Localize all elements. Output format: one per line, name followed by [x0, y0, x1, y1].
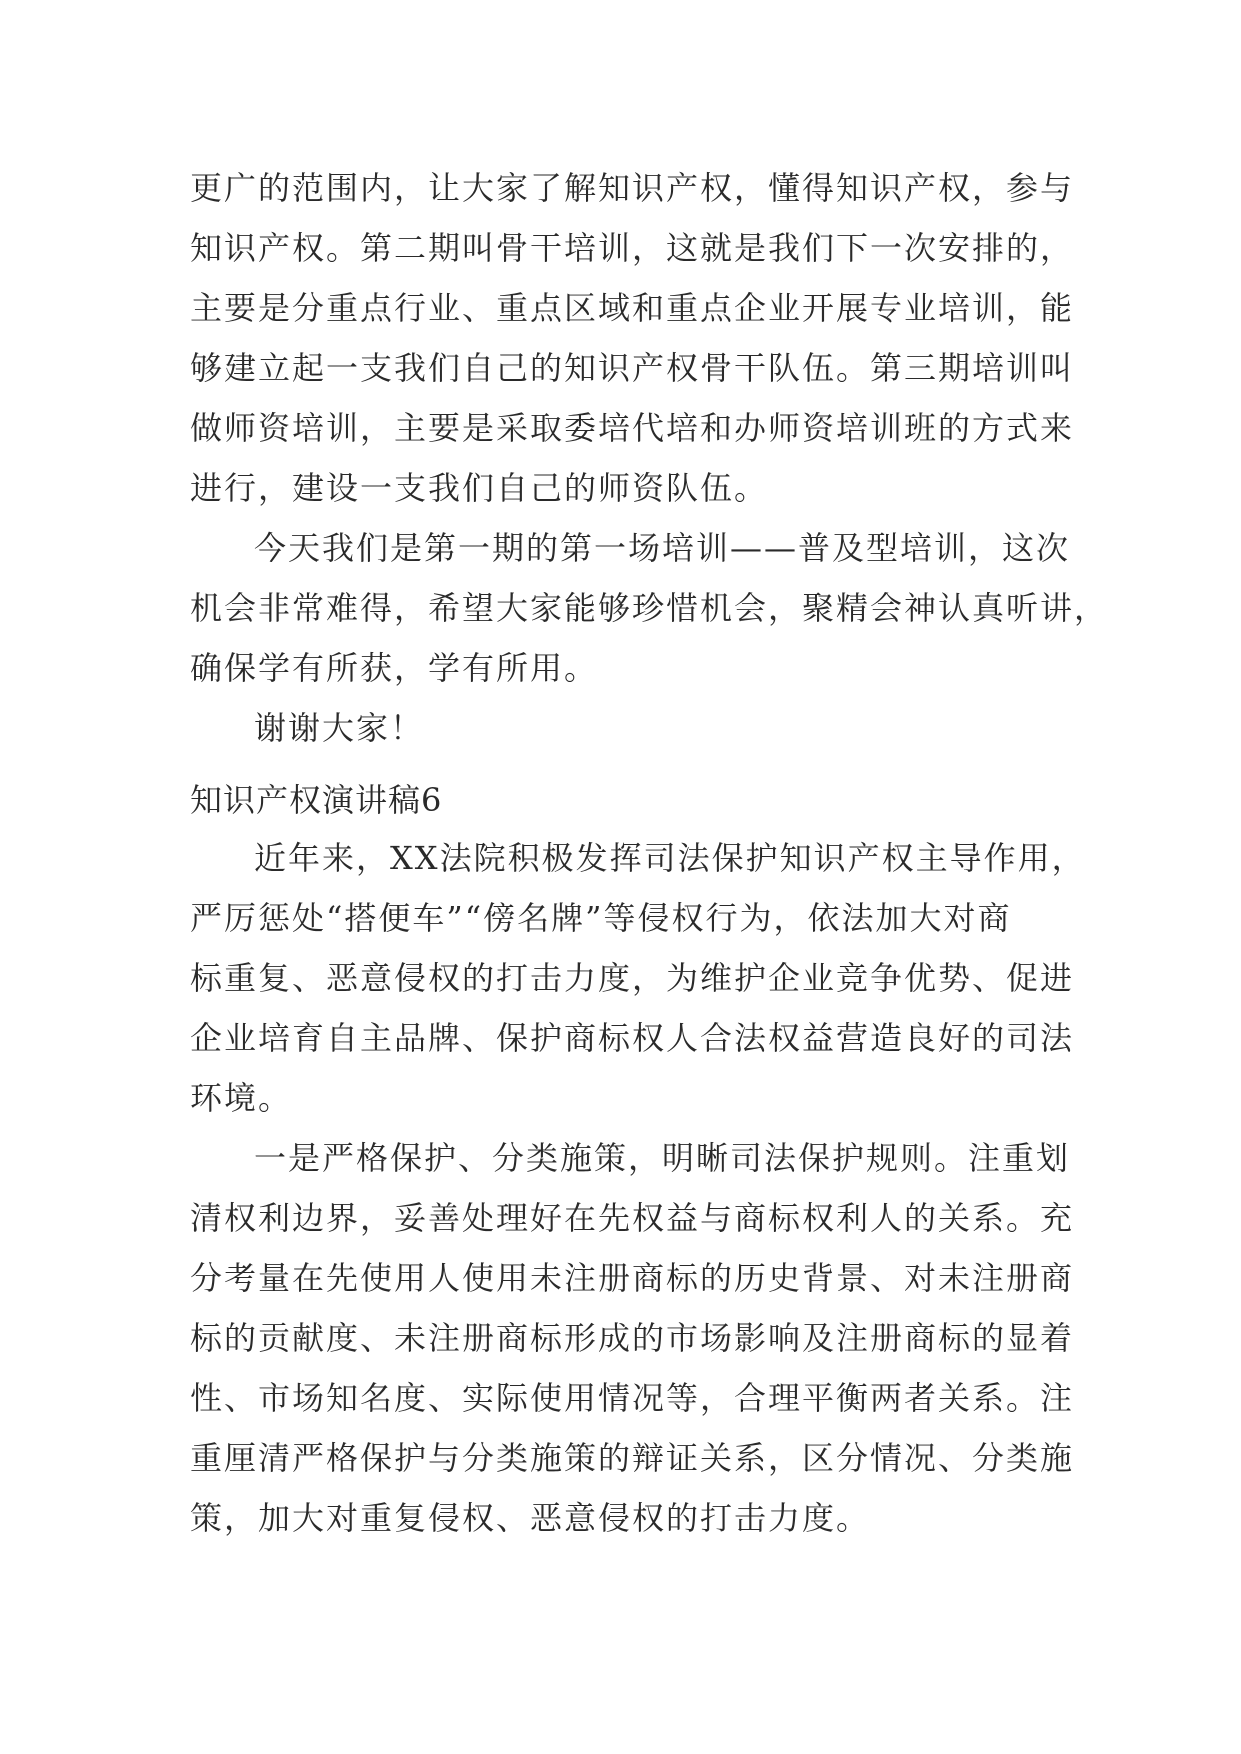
paragraph-line: 分考量在先使用人使用未注册商标的历史背景、对未注册商	[190, 1259, 1075, 1297]
paragraph-line: 一是严格保护、分类施策，明晰司法保护规则。注重划	[254, 1139, 1071, 1177]
section-heading: 知识产权演讲稿6	[190, 781, 443, 819]
speech-continuation	[190, 158, 1109, 758]
paragraph-line: 严厉惩处“搭便车”“傍名牌”等侵权行为，依法加大对商	[190, 899, 1012, 937]
paragraph-line: 主要是分重点行业、重点区域和重点企业开展专业培训，能	[190, 289, 1075, 327]
paragraph-line: 近年来，XX法院积极发挥司法保护知识产权主导作用，	[254, 839, 1086, 877]
paragraph-line: 重厘清严格保护与分类施策的辩证关系，区分情况、分类施	[190, 1439, 1075, 1477]
paragraph-line: 进行，建设一支我们自己的师资队伍。	[190, 469, 769, 507]
paragraph-line: 够建立起一支我们自己的知识产权骨干队伍。第三期培训叫	[190, 349, 1075, 387]
paragraph-line: 更广的范围内，让大家了解知识产权，懂得知识产权，参与	[190, 169, 1075, 207]
paragraph-line: 机会非常难得，希望大家能够珍惜机会，聚精会神认真听讲，	[190, 589, 1109, 627]
paragraph-line: 今天我们是第一期的第一场培训——普及型培训，这次	[254, 529, 1071, 567]
paragraph-line: 企业培育自主品牌、保护商标权人合法权益营造良好的司法	[190, 1019, 1075, 1057]
paragraph-line: 确保学有所获，学有所用。	[190, 649, 599, 687]
paragraph-line: 知识产权。第二期叫骨干培训，这就是我们下一次安排的，	[190, 229, 1075, 267]
closing-thanks: 谢谢大家！	[254, 709, 425, 747]
paragraph-line: 环境。	[190, 1079, 293, 1117]
paragraph-line: 清权利边界，妥善处理好在先权益与商标权利人的关系。充	[190, 1199, 1075, 1237]
paragraph-line: 策，加大对重复侵权、恶意侵权的打击力度。	[190, 1499, 871, 1537]
paragraph-line: 做师资培训，主要是采取委培代培和办师资培训班的方式来	[190, 409, 1075, 447]
paragraph-line: 标重复、恶意侵权的打击力度，为维护企业竞争优势、促进	[190, 959, 1075, 997]
speech-six-body	[190, 828, 1086, 1548]
paragraph-line: 性、市场知名度、实际使用情况等，合理平衡两者关系。注	[190, 1379, 1075, 1417]
paragraph-line: 标的贡献度、未注册商标形成的市场影响及注册商标的显着	[190, 1319, 1075, 1357]
